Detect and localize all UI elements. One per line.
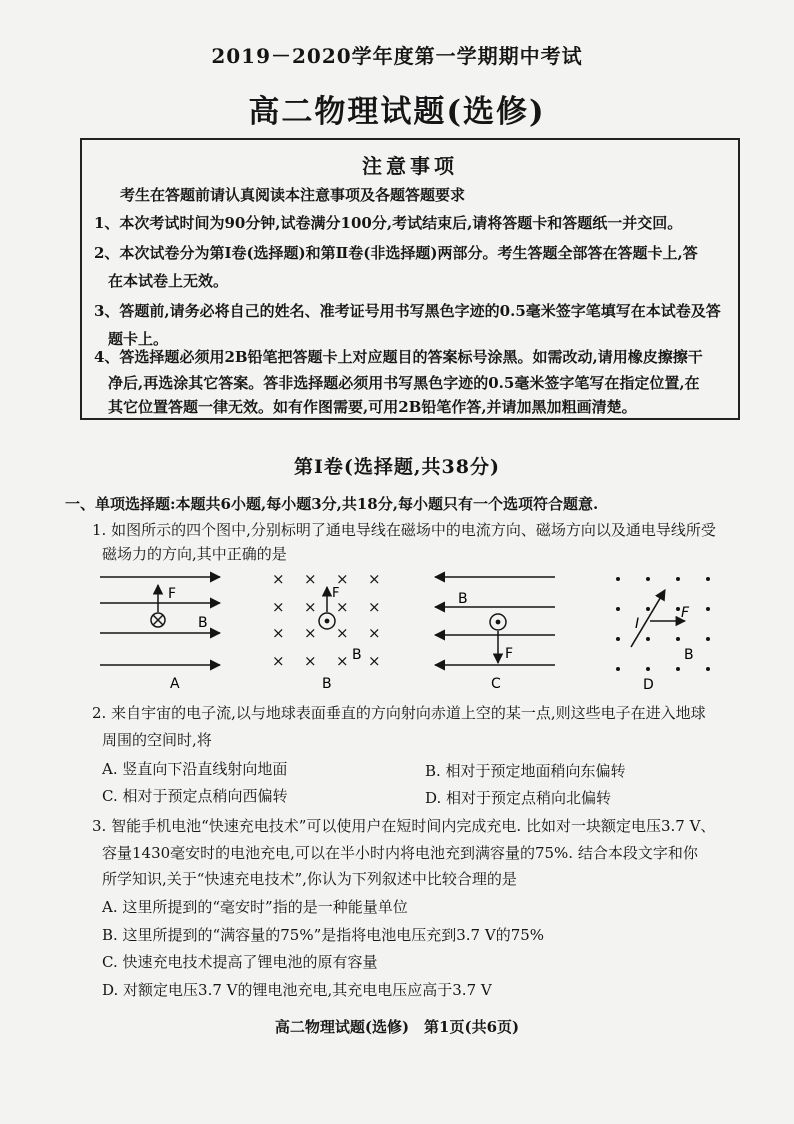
svg-text:×: ×: [272, 652, 285, 670]
svg-text:×: ×: [304, 624, 317, 642]
svg-text:×: ×: [368, 598, 381, 616]
q2-option-b: B. 相对于预定地面稍向东偏转: [425, 762, 626, 780]
notice-title: 注意事项: [362, 154, 458, 178]
q3-option-d: D. 对额定电压3.7 V的锂电池充电,其充电电压应高于3.7 V: [102, 981, 492, 999]
notice-item-3-cont: 题卡上。: [108, 330, 169, 348]
q3-stem-cont2: 所学知识,关于“快速充电技术”,你认为下列叙述中比较合理的是: [102, 870, 517, 888]
q3-option-a: A. 这里所提到的“毫安时”指的是一种能量单位: [102, 898, 408, 916]
notice-item-4-cont2: 其它位置答题一律无效。如有作图需要,可用2B铅笔作答,并请加黑加粗画清楚。: [108, 398, 637, 416]
force-label: F: [332, 586, 340, 601]
svg-text:×: ×: [368, 652, 381, 670]
q3-option-b: B. 这里所提到的“满容量的75%”是指将电池电压充到3.7 V的75%: [102, 926, 545, 944]
svg-text:×: ×: [336, 624, 349, 642]
q1-figures: [90, 565, 730, 695]
q2-option-c: C. 相对于预定点稍向西偏转: [102, 787, 288, 805]
part1-title: 第Ⅰ卷(选择题,共38分): [294, 456, 500, 478]
figure-b-label: B: [322, 676, 332, 692]
q2-option-d: D. 相对于预定点稍向北偏转: [425, 789, 612, 807]
page-footer: 高二物理试题(选修) 第1页(共6页): [274, 1018, 520, 1036]
field-label: B: [198, 615, 208, 631]
q3-stem-cont1: 容量1430毫安时的电池充电,可以在半小时内将电池充到满容量的75%. 结合本段文字和你: [102, 844, 698, 862]
force-label: F: [681, 605, 690, 621]
svg-text:×: ×: [304, 570, 317, 588]
figure-b: [272, 570, 381, 692]
figure-c-label: C: [491, 676, 501, 692]
figure-d: [616, 577, 710, 693]
exam-title: 2019－2020学年度第一学期期中考试: [211, 44, 583, 68]
svg-text:×: ×: [336, 598, 349, 616]
q1-stem-cont: 磁场力的方向,其中正确的是: [102, 545, 287, 563]
svg-text:×: ×: [272, 570, 285, 588]
field-label: B: [458, 591, 468, 607]
subject-title: 高二物理试题(选修): [248, 94, 546, 130]
notice-box: [80, 138, 740, 420]
notice-item-2-cont: 在本试卷上无效。: [108, 272, 229, 290]
notice-intro: 考生在答题前请认真阅读本注意事项及各题答题要求: [120, 186, 466, 204]
field-label: B: [352, 647, 362, 663]
force-label: F: [168, 586, 177, 602]
q3-option-c: C. 快速充电技术提高了锂电池的原有容量: [102, 953, 378, 971]
force-label: F: [505, 646, 514, 662]
q1-stem: 1. 如图所示的四个图中,分别标明了通电导线在磁场中的电流方向、磁场方向以及通电导线所受: [92, 521, 716, 539]
notice-item-4: 4、答选择题必须用2B铅笔把答题卡上对应题目的答案标号涂黑。如需改动,请用橡皮擦擦干: [94, 348, 703, 366]
notice-item-1: 1、本次考试时间为90分钟,试卷满分100分,考试结束后,请将答题卡和答题纸一并交回。: [94, 214, 683, 232]
q2-stem-cont: 周围的空间时,将: [102, 731, 212, 749]
figure-a: [100, 577, 220, 692]
notice-item-2: 2、本次试卷分为第Ⅰ卷(选择题)和第Ⅱ卷(非选择题)两部分。考生答题全部答在答题卡上,答: [94, 244, 698, 262]
svg-text:×: ×: [336, 570, 349, 588]
q2-stem: 2. 来自宇宙的电子流,以与地球表面垂直的方向射向赤道上空的某一点,则这些电子在进入地球: [92, 704, 706, 722]
figure-d-label: D: [643, 677, 654, 693]
svg-text:×: ×: [304, 652, 317, 670]
q3-stem: 3. 智能手机电池“快速充电技术”可以使用户在短时间内完成充电. 比如对一块额定电压3.7 V、: [92, 817, 716, 835]
field-dot-grid: [616, 577, 710, 671]
q2-option-a: A. 竖直向下沿直线射向地面: [102, 760, 288, 778]
svg-text:×: ×: [272, 598, 285, 616]
section-heading: 一、单项选择题:本题共6小题,每小题3分,共18分,每小题只有一个选项符合题意.: [65, 495, 599, 513]
svg-text:×: ×: [336, 652, 349, 670]
svg-text:×: ×: [368, 570, 381, 588]
svg-text:×: ×: [304, 598, 317, 616]
figure-a-label: A: [170, 676, 180, 692]
field-label: B: [684, 647, 694, 663]
current-label: I: [635, 616, 640, 632]
svg-text:×: ×: [368, 624, 381, 642]
figure-c: [435, 577, 555, 692]
notice-item-4-cont1: 净后,再选涂其它答案。答非选择题必须用书写黑色字迹的0.5毫米签字笔写在指定位置,在: [108, 374, 700, 392]
notice-item-3: 3、答题前,请务必将自己的姓名、准考证号用书写黑色字迹的0.5毫米签字笔填写在本试卷及答: [94, 302, 721, 320]
svg-text:×: ×: [272, 624, 285, 642]
